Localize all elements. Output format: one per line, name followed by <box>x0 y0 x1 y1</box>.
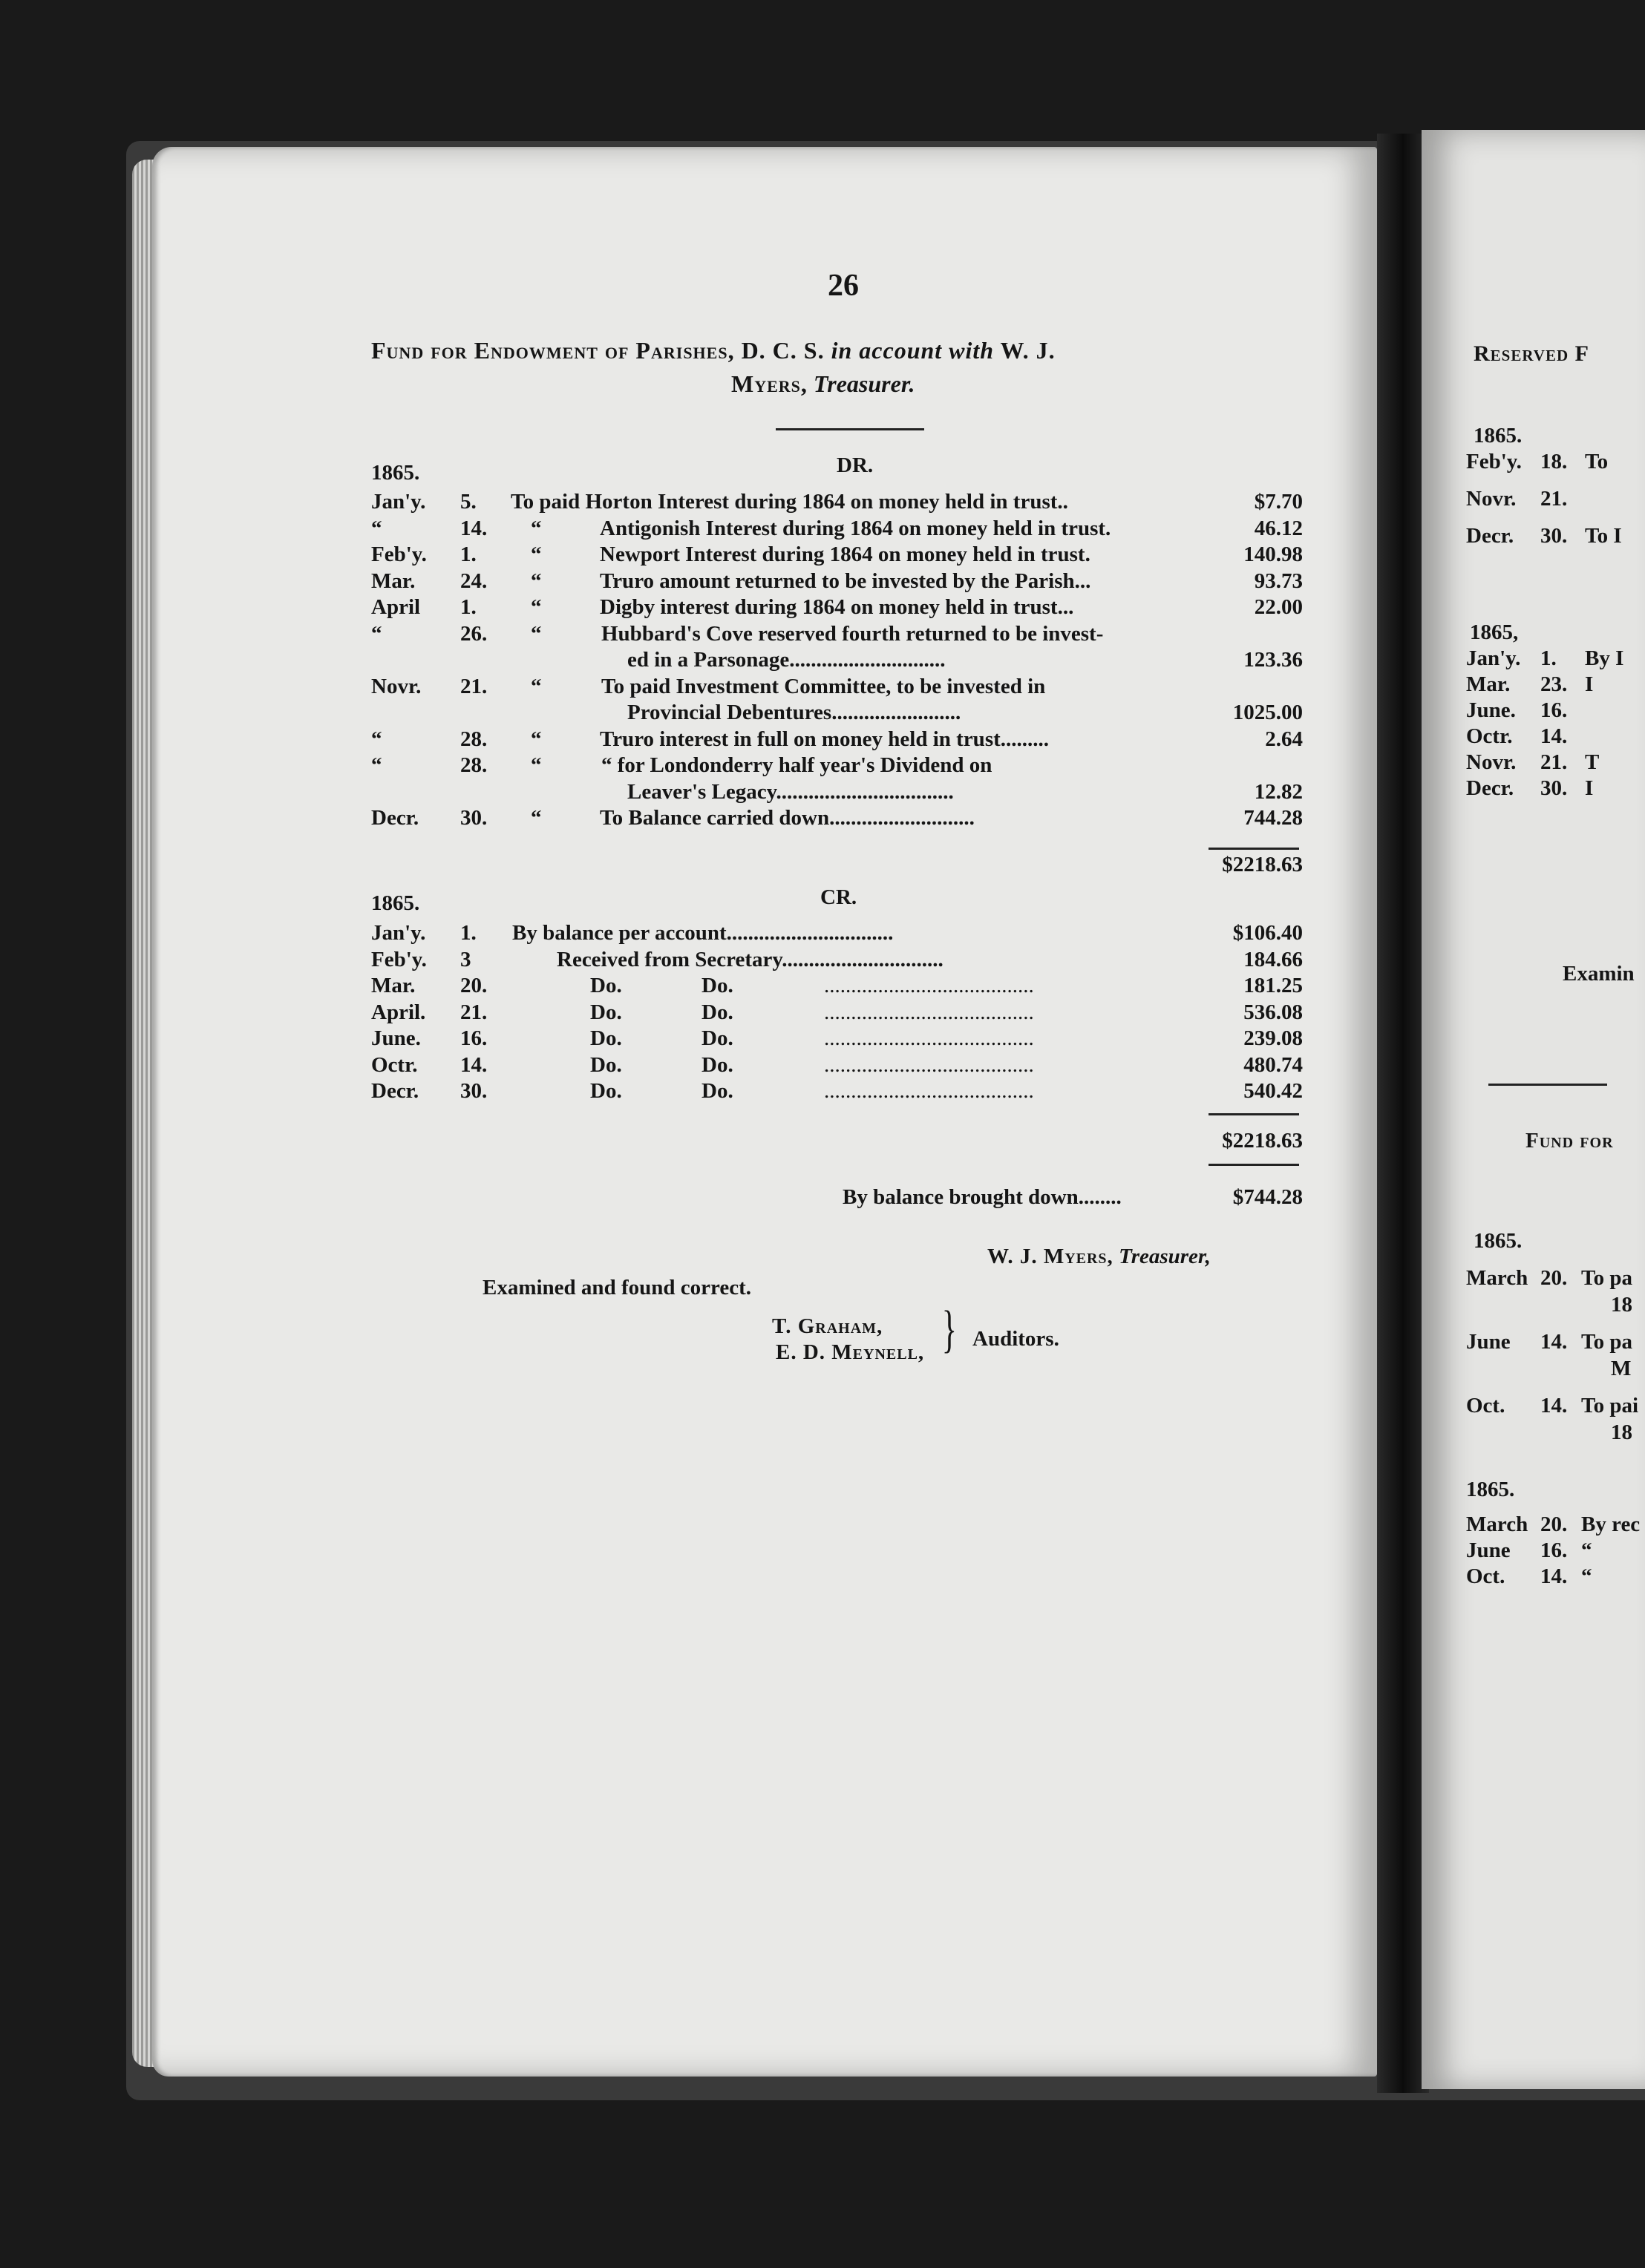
debit-row-text: “ for Londonderry half year's Dividend on <box>601 753 992 777</box>
debit-row-amount: 2.64 <box>1265 727 1303 751</box>
debit-row-month: Novr. <box>371 674 422 698</box>
debit-row-month: Jan'y. <box>371 490 426 514</box>
credit-row-leader: ....................................... <box>824 1026 1034 1050</box>
page-number: 26 <box>828 269 859 303</box>
right-line-text: I <box>1585 672 1594 696</box>
credit-row-amount: $106.40 <box>1232 921 1303 945</box>
credit-row-month: Jan'y. <box>371 921 426 945</box>
credit-row-month: Decr. <box>371 1079 419 1103</box>
title-fund: Fund for Endowment of Parishes, D. C. S. <box>371 337 825 364</box>
debit-row-day: 26. <box>460 621 488 646</box>
credit-row-month: Mar. <box>371 974 416 997</box>
debit-row-text: Antigonish Interest during 1864 on money held in trust. <box>600 516 1111 540</box>
credit-row-month: Octr. <box>371 1052 418 1077</box>
right-line-text: To <box>1585 450 1609 473</box>
debit-year: 1865. <box>371 461 420 485</box>
credit-row-leader: ....................................... <box>824 1079 1034 1103</box>
debit-heading: DR. <box>837 453 874 477</box>
right-year-2: 1865, <box>1470 620 1519 644</box>
right-line-month: Oct. <box>1466 1564 1505 1588</box>
title-in-account: in account with <box>831 337 995 364</box>
debit-row-day: 1. <box>460 595 477 619</box>
right-line-text: “ <box>1581 1564 1592 1588</box>
title-myers: Myers, <box>731 370 808 397</box>
debit-row-ditto: “ <box>531 806 542 830</box>
right-line-day: 23. <box>1540 672 1568 696</box>
credit-row-amount: 184.66 <box>1243 947 1303 971</box>
debit-row-amount: $7.70 <box>1254 490 1303 514</box>
right-year-4: 1865. <box>1466 1478 1515 1501</box>
right-title: Reserved F <box>1474 341 1589 366</box>
credit-row-day: 30. <box>460 1079 488 1103</box>
debit-row-ditto: “ <box>531 595 542 619</box>
auditor-1: T. Graham, <box>772 1314 883 1338</box>
debit-row-month: “ <box>371 753 382 777</box>
right-year-1: 1865. <box>1474 424 1523 448</box>
credit-row-day: 3 <box>460 947 471 971</box>
credit-row-text-b: Do. <box>702 1026 733 1050</box>
credit-row-text-b: Do. <box>702 1052 733 1077</box>
examined-text: Examined and found correct. <box>483 1276 751 1299</box>
debit-row-amount: 140.98 <box>1243 543 1303 566</box>
debit-total: $2218.63 <box>1222 853 1303 876</box>
right-line-month: Mar. <box>1466 672 1511 696</box>
right-line-day: 20. <box>1540 1266 1568 1290</box>
debit-row-amount: 93.73 <box>1254 568 1303 593</box>
credit-row-text: Do. <box>590 1000 622 1024</box>
credit-row-leader: ....................................... <box>824 974 1034 997</box>
credit-row-amount: 239.08 <box>1243 1026 1303 1050</box>
credit-row-text: Do. <box>590 1026 622 1050</box>
credit-row-day: 20. <box>460 974 488 997</box>
auditors-label: Auditors. <box>972 1327 1059 1351</box>
right-line-text: To pai <box>1581 1394 1639 1418</box>
debit-row-text-cont: ed in a Parsonage............................. <box>627 648 946 672</box>
debit-total-rule-top <box>1209 848 1299 850</box>
right-line-day: 16. <box>1540 698 1568 722</box>
debit-row-month: Mar. <box>371 568 416 593</box>
credit-total-rule-bottom <box>1209 1164 1299 1166</box>
credit-row-day: 1. <box>460 921 477 945</box>
right-line-text-cont: 18 <box>1611 1420 1632 1444</box>
credit-row-month: April. <box>371 1000 426 1024</box>
debit-row-day: 28. <box>460 753 488 777</box>
debit-row-day: 5. <box>460 490 477 514</box>
debit-row-day: 14. <box>460 516 488 540</box>
debit-row-amount: 123.36 <box>1243 648 1303 672</box>
debit-row-amount: 22.00 <box>1254 595 1303 619</box>
right-line-month: Decr. <box>1466 524 1514 548</box>
right-line-day: 14. <box>1540 1564 1568 1588</box>
right-line-month: March <box>1466 1512 1528 1536</box>
debit-row-day: 30. <box>460 806 488 830</box>
debit-row-month: Decr. <box>371 806 419 830</box>
debit-row-ditto: “ <box>531 727 542 751</box>
debit-row-ditto: “ <box>531 753 542 777</box>
credit-row-amount: 536.08 <box>1243 1000 1303 1024</box>
credit-row-text: Received from Secretary.............................. <box>557 947 943 971</box>
credit-row-text: By balance per account............................... <box>512 921 894 945</box>
title-rule <box>776 428 924 430</box>
right-line-month: Oct. <box>1466 1394 1505 1418</box>
balance-brought-down: By balance brought down........ <box>843 1185 1122 1209</box>
treasurer-signature <box>987 1244 1211 1269</box>
right-line-text-cont: M <box>1611 1357 1632 1380</box>
right-line-month: Feb'y. <box>1466 450 1522 473</box>
credit-row-text-b: Do. <box>702 1079 733 1103</box>
credit-total: $2218.63 <box>1222 1129 1303 1153</box>
debit-row-day: 28. <box>460 727 488 751</box>
credit-row-amount: 480.74 <box>1243 1052 1303 1077</box>
right-line-month: Jan'y. <box>1466 646 1521 670</box>
debit-row-ditto: “ <box>531 516 542 540</box>
credit-row-day: 21. <box>460 1000 488 1024</box>
right-line-day: 14. <box>1540 1394 1568 1418</box>
treasurer-name: W. J. Myers, <box>987 1245 1113 1268</box>
debit-row-amount: 1025.00 <box>1232 701 1303 724</box>
debit-row-ditto: “ <box>531 674 542 698</box>
treasurer-title: Treasurer, <box>1119 1245 1211 1268</box>
debit-row-ditto: “ <box>531 568 542 593</box>
right-line-text: By I <box>1585 646 1624 670</box>
credit-total-rule-top <box>1209 1113 1299 1115</box>
debit-row-ditto: “ <box>531 621 542 646</box>
right-examin: Examin <box>1563 962 1635 986</box>
title-treasurer: Treasurer. <box>813 370 915 397</box>
credit-row-month: June. <box>371 1026 421 1050</box>
title-line-1 <box>371 338 1056 363</box>
credit-heading: CR. <box>820 885 857 909</box>
right-line-text: By rec <box>1581 1512 1641 1536</box>
credit-row-text-b: Do. <box>702 974 733 997</box>
debit-row-month: Feb'y. <box>371 543 427 566</box>
right-line-text: To pa <box>1581 1330 1633 1354</box>
title-wj: W. J. <box>1000 337 1056 364</box>
debit-row-text-cont: Provincial Debentures........................ <box>627 701 961 724</box>
debit-row-month: “ <box>371 621 382 646</box>
debit-row-day: 21. <box>460 674 488 698</box>
credit-row-leader: ....................................... <box>824 1000 1034 1024</box>
credit-row-text: Do. <box>590 1079 622 1103</box>
right-page-content <box>1422 130 1645 2089</box>
right-line-day: 18. <box>1540 450 1568 473</box>
auditors-brace: } <box>941 1301 957 1358</box>
right-line-month: June <box>1466 1538 1511 1562</box>
right-line-text: T <box>1585 750 1600 774</box>
debit-row-day: 1. <box>460 543 477 566</box>
debit-row-text: Truro amount returned to be invested by the Parish... <box>600 568 1091 593</box>
debit-row-text: To paid Investment Committee, to be invested in <box>601 674 1046 698</box>
credit-row-text: Do. <box>590 1052 622 1077</box>
credit-row-day: 16. <box>460 1026 488 1050</box>
debit-row-text-cont: Leaver's Legacy................................. <box>627 779 954 804</box>
debit-row-text: Truro interest in full on money held in trust......... <box>600 727 1050 751</box>
right-line-month: Octr. <box>1466 724 1513 748</box>
debit-row-month: “ <box>371 727 382 751</box>
right-line-text: To I <box>1585 524 1622 548</box>
right-line-month: June. <box>1466 698 1516 722</box>
left-page <box>152 147 1377 2077</box>
right-line-day: 30. <box>1540 776 1568 800</box>
credit-row-text: Do. <box>590 974 622 997</box>
right-rule <box>1488 1084 1607 1086</box>
right-line-month: March <box>1466 1266 1528 1290</box>
credit-row-day: 14. <box>460 1052 488 1077</box>
right-line-month: Novr. <box>1466 487 1517 511</box>
right-line-text-cont: 18 <box>1611 1293 1632 1317</box>
debit-row-text: To Balance carried down........................... <box>600 806 975 830</box>
credit-row-month: Feb'y. <box>371 947 427 971</box>
credit-row-amount: 540.42 <box>1243 1079 1303 1103</box>
right-line-day: 21. <box>1540 750 1568 774</box>
right-line-month: Decr. <box>1466 776 1514 800</box>
debit-row-day: 24. <box>460 568 488 593</box>
right-line-day: 16. <box>1540 1538 1568 1562</box>
right-line-day: 21. <box>1540 487 1568 511</box>
right-line-month: June <box>1466 1330 1511 1354</box>
right-line-day: 14. <box>1540 724 1568 748</box>
credit-year: 1865. <box>371 891 420 915</box>
right-year-3: 1865. <box>1474 1229 1523 1253</box>
debit-row-month: “ <box>371 516 382 540</box>
right-fund: Fund for <box>1525 1129 1614 1153</box>
right-line-day: 14. <box>1540 1330 1568 1354</box>
right-line-text: To pa <box>1581 1266 1633 1290</box>
right-line-day: 30. <box>1540 524 1568 548</box>
auditor-2: E. D. Meynell, <box>776 1340 925 1364</box>
balance-brought-down-amount: $744.28 <box>1232 1185 1303 1209</box>
debit-row-amount: 744.28 <box>1243 806 1303 830</box>
right-line-day: 20. <box>1540 1512 1568 1536</box>
right-line-month: Novr. <box>1466 750 1517 774</box>
debit-row-text: To paid Horton Interest during 1864 on money held in trust.. <box>511 490 1068 514</box>
credit-row-text-b: Do. <box>702 1000 733 1024</box>
debit-row-text: Digby interest during 1864 on money held in trust... <box>600 595 1074 619</box>
credit-row-amount: 181.25 <box>1243 974 1303 997</box>
right-line-text: “ <box>1581 1538 1592 1562</box>
debit-row-ditto: “ <box>531 543 542 566</box>
debit-row-amount: 46.12 <box>1254 516 1303 540</box>
right-line-text: I <box>1585 776 1594 800</box>
debit-row-text: Newport Interest during 1864 on money held in trust. <box>600 543 1090 566</box>
title-line-2 <box>731 371 915 396</box>
debit-row-text: Hubbard's Cove reserved fourth returned to be invest- <box>601 621 1104 646</box>
right-line-day: 1. <box>1540 646 1557 670</box>
debit-row-amount: 12.82 <box>1254 779 1303 804</box>
credit-row-leader: ....................................... <box>824 1052 1034 1077</box>
debit-row-month: April <box>371 595 421 619</box>
